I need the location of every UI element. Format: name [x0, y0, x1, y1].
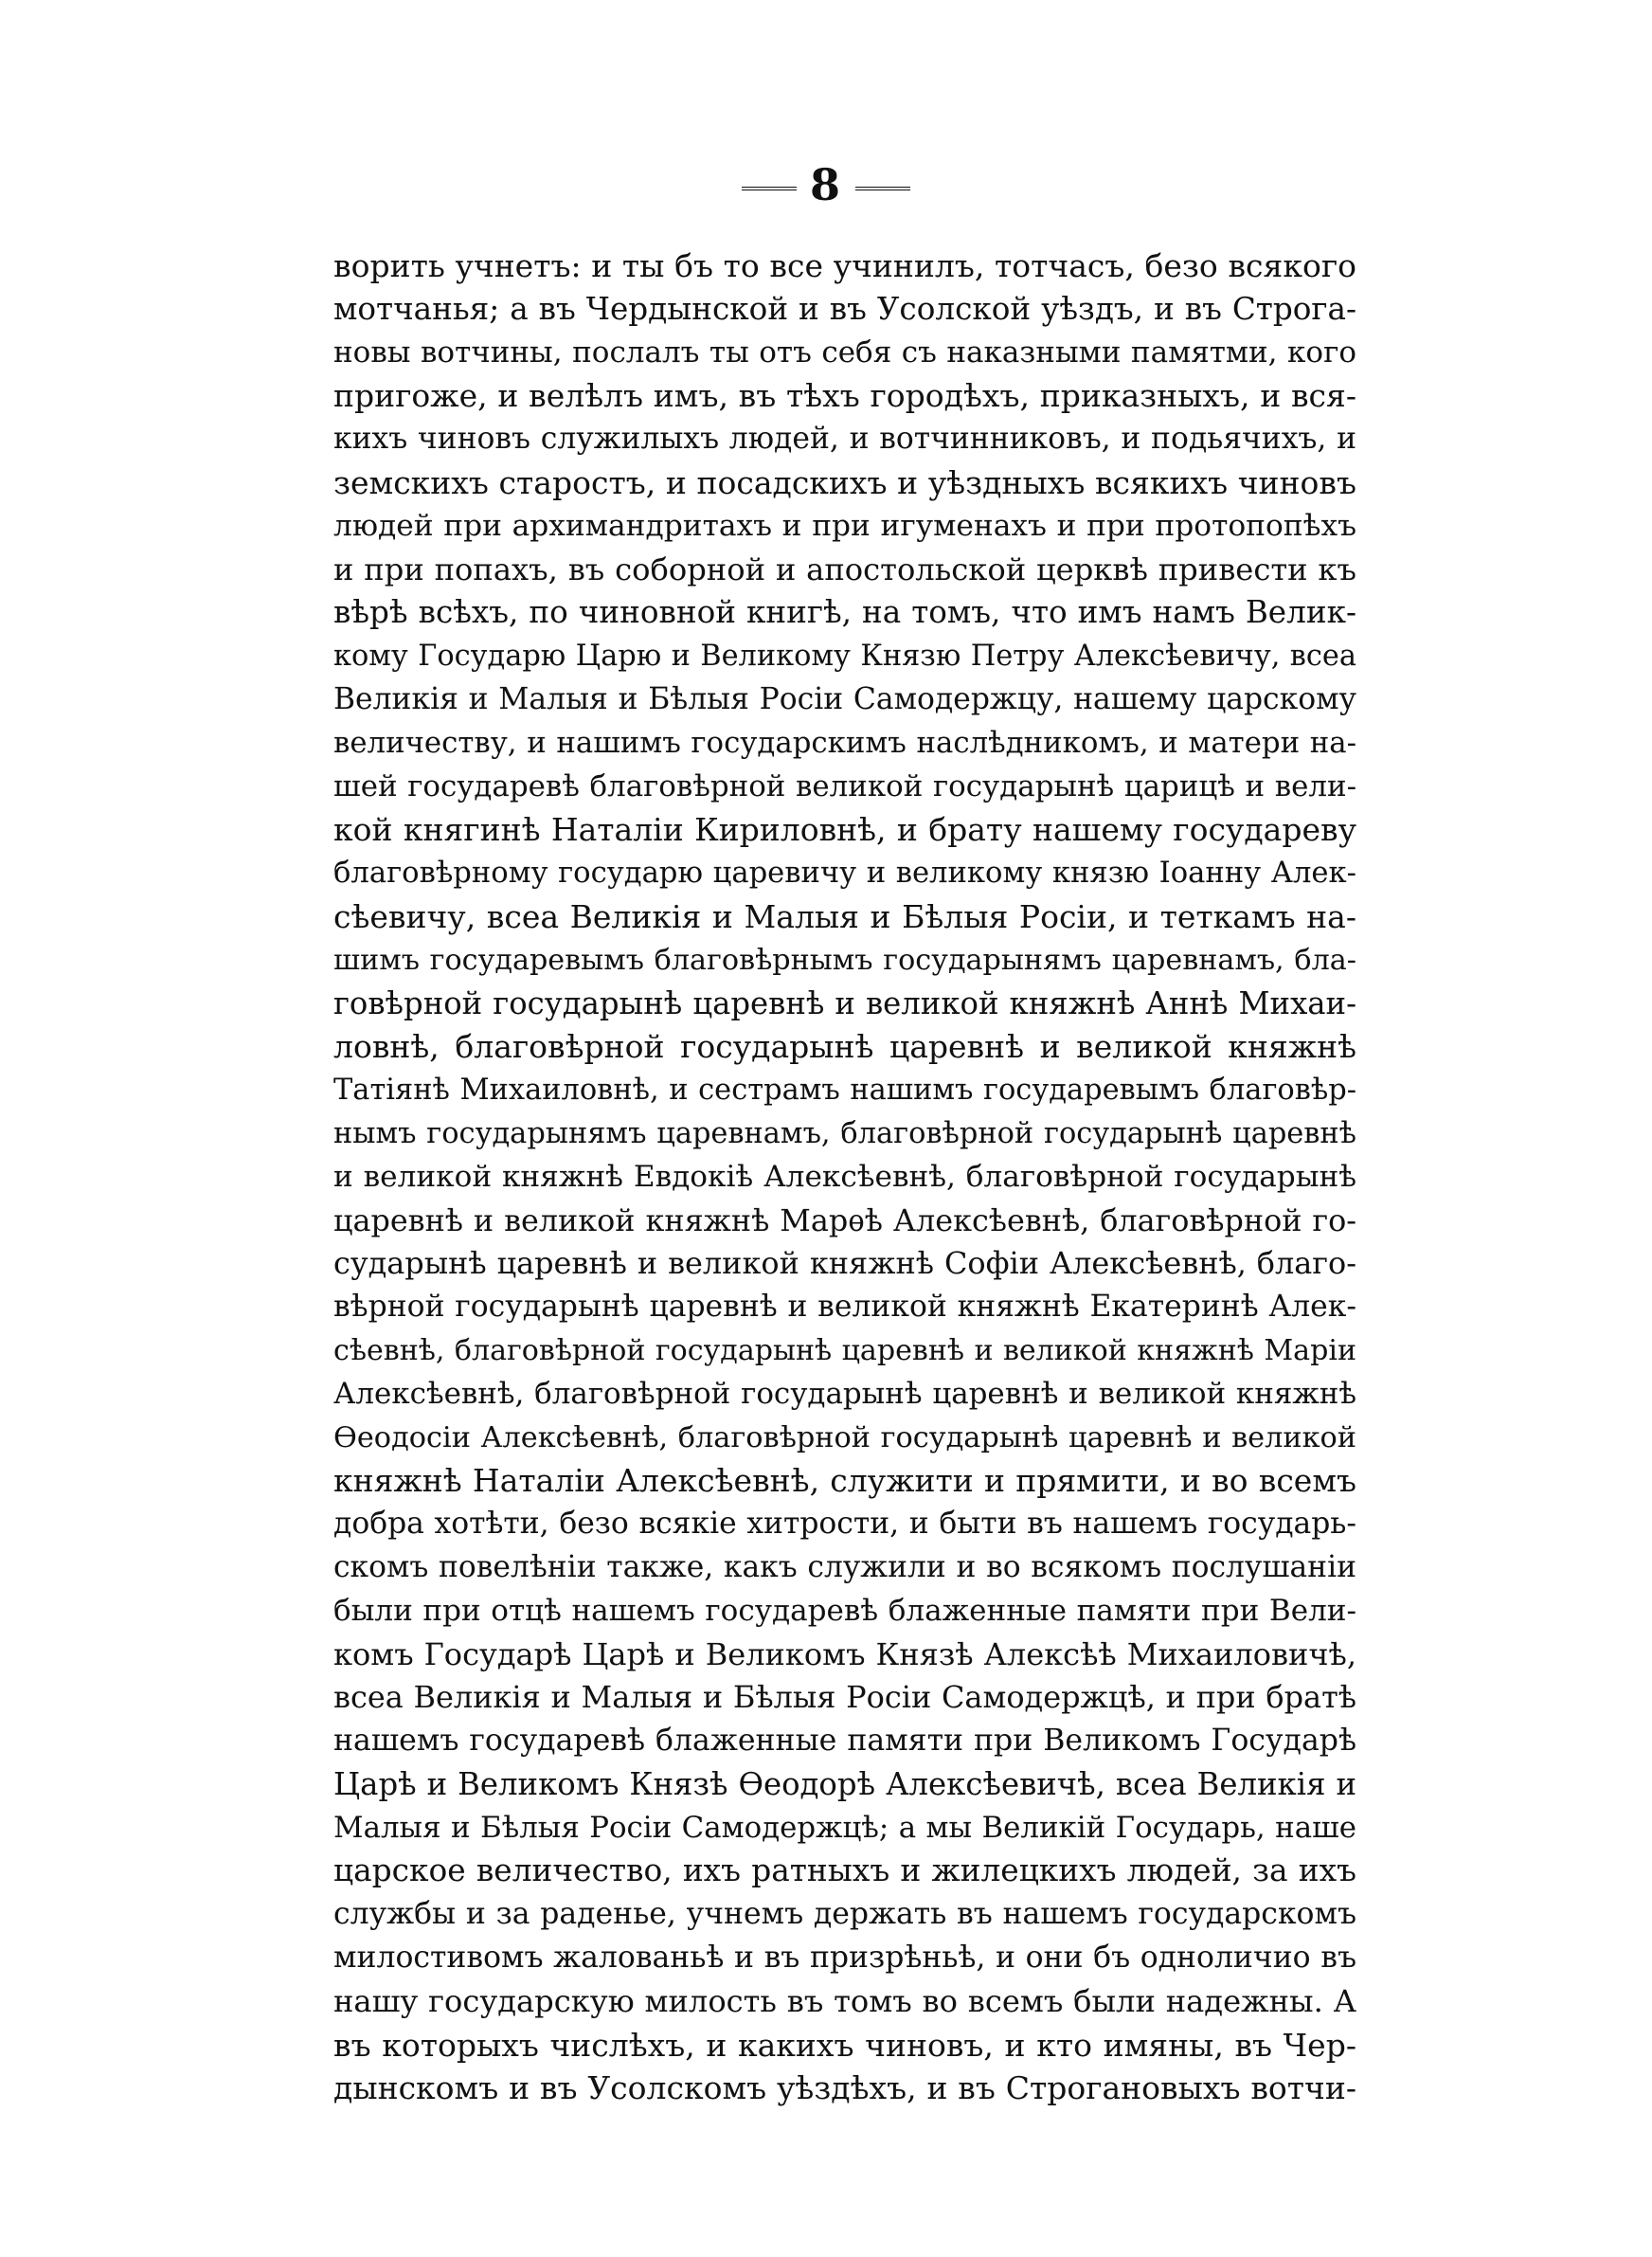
text-line: сударынѣ царевнѣ и великой княжнѣ Софіи Алексѣевнѣ, благо-	[333, 1245, 1356, 1282]
text-line: земскихъ старостъ, и посадскихъ и уѣздныхъ всякихъ чиновъ	[333, 463, 1356, 501]
text-line: Ѳеодосіи Алексѣевнѣ, благовѣрной государынѣ царевнѣ и великой	[333, 1420, 1356, 1454]
text-line: милостивомъ жалованьѣ и въ призрѣньѣ, и они бъ одноличио въ	[333, 1941, 1356, 1976]
text-line: скомъ повелѣніи также, какъ служили и во всякомъ послушаніи	[333, 1549, 1356, 1584]
text-line: кому Государю Царю и Великому Князю Петру Алексѣевичу, всеа	[333, 640, 1356, 674]
text-line: говѣрной государынѣ царевнѣ и великой княжнѣ Аннѣ Михаи-	[333, 984, 1356, 1021]
text-line: ворить учнетъ: и ты бъ то все учинилъ, тотчасъ, безо всякого	[333, 247, 1356, 284]
header-rule-right	[855, 187, 910, 190]
text-line: царевнѣ и великой княжнѣ Марѳѣ Алексѣевнѣ, благовѣрной го-	[333, 1201, 1356, 1238]
text-line: и великой княжнѣ Евдокіѣ Алексѣевнѣ, благовѣрной государынѣ	[333, 1159, 1356, 1194]
text-line: нашемъ государевѣ блаженные памяти при Великомъ Государѣ	[333, 1724, 1356, 1759]
text-body	[333, 244, 1356, 2110]
text-line: Малыя и Бѣлыя Росіи Самодержцѣ; а мы Великій Государь, наше	[333, 1810, 1356, 1845]
text-line: новы вотчины, послалъ ты отъ себя съ наказными памятми, кого	[333, 334, 1356, 370]
text-line: Алексѣевнѣ, благовѣрной государынѣ царевнѣ и великой княжнѣ	[333, 1376, 1356, 1411]
text-line: людей при архимандритахъ и при игуменахъ и при протопопѣхъ	[333, 508, 1356, 543]
text-line: Татіянѣ Михаиловнѣ, и сестрамъ нашимъ государевымъ благовѣр-	[333, 1074, 1356, 1108]
text-line: ловнѣ, благовѣрной государынѣ царевнѣ и великой княжнѣ	[333, 1028, 1356, 1066]
text-line: сѣевичу, всеа Великія и Малыя и Бѣлыя Росіи, и теткамъ на-	[333, 897, 1356, 935]
text-line: шимъ государевымъ благовѣрнымъ государынямъ царевнамъ, бла-	[333, 943, 1356, 977]
text-line: пригоже, и велѣлъ имъ, въ тѣхъ городѣхъ, приказныхъ, и вся-	[333, 377, 1356, 415]
text-line: дынскомъ и въ Усолскомъ уѣздѣхъ, и въ Строгановыхъ вотчи-	[333, 2069, 1356, 2107]
header-rule-left	[742, 187, 797, 190]
text-line: нашу государскую милость въ томъ во всемъ были надежны. А	[333, 1982, 1356, 2019]
page-number: 8	[809, 159, 842, 210]
text-line: благовѣрному государю царевичу и великому князю Іоанну Алек-	[333, 857, 1356, 891]
text-line: и при попахъ, въ соборной и апостольской церквѣ привести къ	[333, 551, 1356, 587]
text-line: всеа Великія и Малыя и Бѣлыя Росіи Самодержцѣ, и при братѣ	[333, 1679, 1356, 1716]
text-line: княжнѣ Наталіи Алексѣевнѣ, служити и прямити, и во всемъ	[333, 1462, 1356, 1500]
text-line: кой княгинѣ Наталіи Кириловнѣ, и брату нашему государеву	[333, 811, 1356, 849]
text-line: вѣрной государынѣ царевнѣ и великой княжнѣ Екатеринѣ Алек-	[333, 1290, 1356, 1325]
text-line: царское величество, ихъ ратныхъ и жилецкихъ людей, за ихъ	[333, 1852, 1356, 1889]
text-line: Царѣ и Великомъ Князѣ Ѳеодорѣ Алексѣевичѣ, всеа Великія и	[333, 1765, 1356, 1802]
text-line: нымъ государынямъ царевнамъ, благовѣрной государынѣ царевнѣ	[333, 1116, 1356, 1150]
text-line: вѣрѣ всѣхъ, по чиновной книгѣ, на томъ, что имъ намъ Велик-	[333, 594, 1356, 631]
text-line: добра хотѣти, безо всякіе хитрости, и быти въ нашемъ государь-	[333, 1507, 1356, 1542]
page-header	[0, 159, 1652, 210]
text-line: шей государевѣ благовѣрной великой государынѣ царицѣ и вели-	[333, 768, 1356, 803]
text-line: въ которыхъ числѣхъ, и какихъ чиновъ, и кто имяны, въ Чер-	[333, 2026, 1356, 2064]
text-line: сѣевнѣ, благовѣрной государынѣ царевнѣ и великой княжнѣ Маріи	[333, 1333, 1356, 1367]
text-line: величеству, и нашимъ государскимъ наслѣдникомъ, и матери на-	[333, 725, 1356, 760]
text-line: службы и за раденье, учнемъ держать въ нашемъ государскомъ	[333, 1897, 1356, 1932]
text-line: кихъ чиновъ служилыхъ людей, и вотчинниковъ, и подьячихъ, и	[333, 422, 1356, 457]
text-line: были при отцѣ нашемъ государевѣ блаженные памяти при Вели-	[333, 1593, 1356, 1628]
text-line: мотчанья; а въ Чердынской и въ Усолской уѣздъ, и въ Строга-	[333, 290, 1356, 327]
text-line: комъ Государѣ Царѣ и Великомъ Князѣ Алексѣѣ Михаиловичѣ,	[333, 1635, 1356, 1672]
text-line: Великія и Малыя и Бѣлыя Росіи Самодержцу, нашему царскому	[333, 681, 1356, 716]
